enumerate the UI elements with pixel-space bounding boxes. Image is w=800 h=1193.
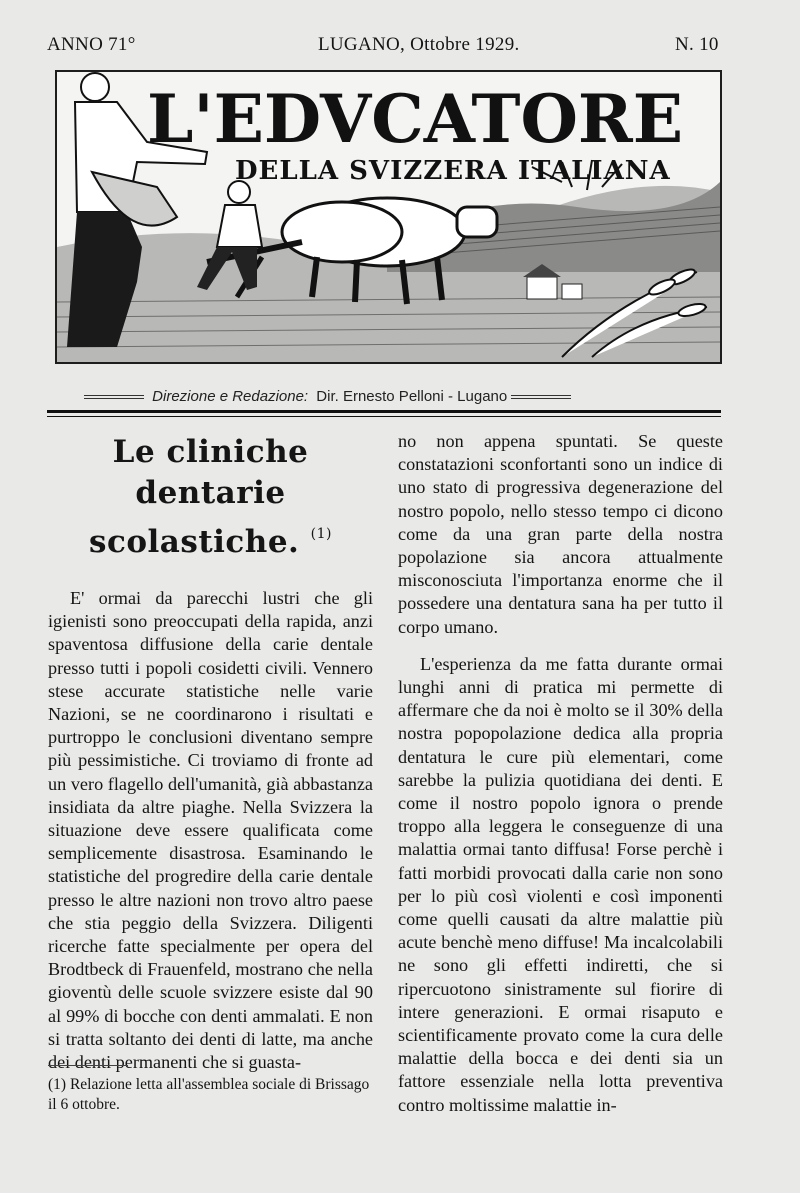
article-paragraph: E' ormai da parecchi lustri che gli igienisti sono preoccupati della rapida, anzi spaventosa diffusione della carie dentale presso tutti i popoli cosidetti civili. Vennero stese accurate statistiche nelle varie Nazioni, se ne coordinarono i risultati e purtroppo le conclusioni diventano sempre più pessimistiche. Ci troviamo di fronte ad un vero flagello dell'umanità, già abbastanza insidiata da altre piaghe. Nella Svizzera la situazione deve essere qualificata come semplicemente disastrosa. Esaminando le statistiche del progredire della carie dentale presso le altre nazioni non trovo altro paese che stia peggio della Svizzera. Diligenti ricerche fatte specialmente per opera del Brodtbeck di Frauenfeld, mostrano che nella gioventù delle scuole svizzere esiste dal 90 al 99% di bocche con denti ammalati. E non si tratta soltanto dei denti di latte, ma anche dei denti permanenti che si guasta- bbox=[48, 588, 373, 1073]
header-rule bbox=[47, 410, 721, 413]
editorial-line bbox=[84, 388, 714, 405]
footnote-mark: (1) bbox=[310, 526, 332, 542]
ornamental-rule-right bbox=[511, 395, 571, 399]
masthead bbox=[55, 70, 722, 364]
footnote-rule bbox=[48, 1065, 128, 1066]
article-title: Le cliniche dentarie scolastiche. $^{(1)}$ bbox=[89, 434, 332, 560]
place-date: LUGANO, Ottobre 1929. bbox=[318, 34, 520, 55]
editorial-label: Direzione e Redazione: bbox=[152, 388, 309, 405]
article-paragraph: no non appena spuntati. Se queste constatazioni sconfortanti sono un indice di uno stato di progressiva degenerazione del nostro popolo, nello stesso tempo ci dicono come da una gran parte della nostra popolazione sia ancora attualmente misconosciuta l'importanza enorme che il possedere una dentatura sana ha per tutto il corpo umano. bbox=[398, 431, 723, 637]
ornamental-rule-left bbox=[84, 395, 144, 399]
volume-number: ANNO 71° bbox=[47, 34, 136, 55]
sower-and-ox-plough-icon bbox=[57, 72, 720, 362]
issue-number: N. 10 bbox=[675, 34, 719, 55]
masthead-subtitle: DELLA SVIZZERA ITALIANA bbox=[235, 156, 671, 186]
editorial-director: Dir. Ernesto Pelloni - Lugano bbox=[316, 388, 508, 405]
article-column-left bbox=[48, 430, 373, 1074]
article-column-right bbox=[398, 430, 723, 1117]
masthead-title: L'EDVCATORE bbox=[147, 80, 684, 158]
footnote: (1) Relazione letta all'assemblea sociale di Brissago il 6 ottobre. bbox=[48, 1076, 370, 1113]
header-rule-thin bbox=[47, 416, 721, 417]
article-paragraph: L'esperienza da me fatta durante ormai lunghi anni di pratica mi permette di affermare che da noi è molto se il 30% della nostra popopolazione dedica alla propria dentatura le cure più elementari, come sarebbe la pulizia quotidiana dei denti. E come il nostro popolo ignora o prende troppo alla leggera le conseguenze di una malattia ormai tanto diffusa! Forse perchè i fatti morbidi provocati dalla carie non sono per lo più così violenti e così imponenti come quelli causati da altre malattie più acute benchè meno diffuse! Ma incalcolabili ne sono gli effetti indiretti, che si ripercuotono sinistramente sul fiorire di intere generazioni. E ormai risaputo e scientificamente provato come la cura delle malattie della bocca e dei denti sia un fattore essenziale nella lotta preventiva contro moltissime malattie in- bbox=[398, 653, 723, 1115]
